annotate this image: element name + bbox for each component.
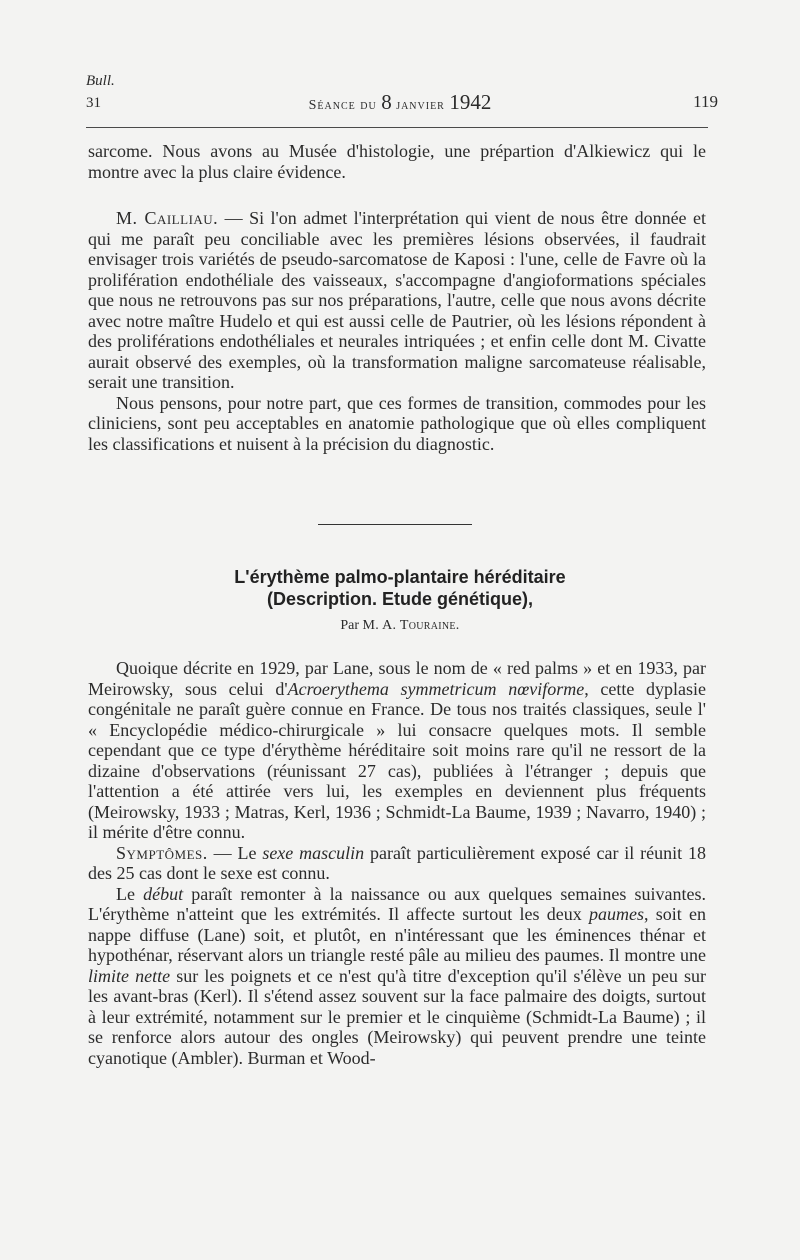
speaker-name: M. Cailliau.	[116, 208, 219, 228]
header-day: 8	[381, 90, 392, 114]
header-rule	[86, 127, 708, 128]
text-run: Quoique décrite en 1929, par Lane, sous le nom de « red palms » et en 1933, par Meirowsky, sous celui d'	[88, 658, 706, 699]
text-run: , cette dyplasie congénitale ne paraît guère connue en France. De tous nos traités classiques, seule l' « Encyclopédie médico-chirurgicale » lui consacre quelques mots. Il semble cependant que ce type d'érythème héréditaire soit moins rare qu'il ne ressort de la dizaine d'observations (réunissant 27 cas), publiées à l'étranger ; depuis que l'attention a été attirée vers lui, les exemples en deviennent plus fréquents (Meirowsky, 1933 ; Matras, Kerl, 1936 ; Schmidt-La Baume, 1939 ; Navarro, 1940) ; il mérite d'être connu.	[88, 678, 706, 842]
journal-abbrev: Bull.	[86, 73, 115, 89]
section-label: Symptômes.	[116, 842, 208, 863]
discussion-continuation	[88, 141, 706, 182]
paragraph	[88, 843, 706, 884]
italic-term: paumes	[589, 904, 644, 924]
article-subtitle-line: (Description. Etude génétique),	[266, 589, 534, 609]
article-title	[0, 566, 800, 610]
text-run: sur les poignets et ce n'est qu'à titre d'exception qu'il s'élève un peu sur les avant-bras (Kerl). Il s'étend assez souvent sur la face palmaire des doigts, surtout à leur extrémité, notamment sur le premier et le cinquième (Schmidt-La Baume) ; il se renforce alors autour des ongles (Meirowsky) qui peuvent prendre une teinte cyanotique (Ambler). Burman et Wood-	[88, 965, 706, 1068]
text-run: Le	[116, 883, 144, 904]
running-header	[0, 90, 800, 115]
paragraph-text: — Si l'on admet l'interprétation qui vient de nous être donnée et qui me paraît peu conciliable avec les premières lésions observées, il faudrait envisager trois variétés de pseudo-sarcomatose de Kaposi : l'une, celle de Favre où la prolifération endothéliale des vaisseaux, s'accompagne d'angioformations spéciales que nous ne retrouvons pas sur nos préparations, l'autre, celle que nous avons décrite avec notre maître Hudelo et qui est aussi celle de Pautrier, où les lésions répondent à des proliférations endothéliales et neurales intriquées ; et enfin celle dont M. Civatte aurait observé des exemples, où la transformation maligne sarcomateuse réalisable, serait une transition.	[88, 208, 706, 392]
paragraph	[88, 208, 706, 393]
italic-term: sexe masculin	[262, 842, 365, 863]
italic-term: limite nette	[88, 965, 171, 986]
header-year: 1942	[449, 90, 492, 114]
page-number: 119	[693, 92, 718, 111]
author-name: M. A. Touraine.	[362, 618, 460, 633]
section-separator	[318, 524, 472, 525]
header-prefix: Séance du	[308, 98, 377, 113]
paragraph	[88, 658, 706, 843]
article-body	[88, 658, 706, 1068]
paragraph: Nous pensons, pour notre part, que ces formes de transition, commodes pour les cliniciens, sont peu acceptables en anatomie pathologique que où elles compliquent les classifications et nuisent à la précision du diagnostic.	[88, 392, 706, 454]
paragraph: sarcome. Nous avons au Musée d'histologie, une prépartion d'Alkiewicz qui le montre avec la plus claire évidence.	[88, 141, 706, 182]
volume-number: 31	[86, 95, 101, 111]
paragraph	[88, 884, 706, 1069]
text-run: paraît particulièrement exposé car il réunit 18 des 25 cas dont le sexe est connu.	[88, 842, 707, 883]
text-run: — Le	[207, 842, 263, 863]
text-run: , soit en nappe diffuse (Lane) soit, et plutôt, en n'intéressant que les éminences thénar et hypothénar, réservant alors un triangle resté pâle au milieu des paumes. Il montre une	[88, 904, 706, 965]
article-title-line: L'érythème palmo-plantaire héréditaire	[234, 567, 566, 587]
italic-term: Acroerythema symmetricum nœviforme	[287, 678, 585, 699]
byline	[0, 618, 800, 634]
italic-term: début	[143, 883, 184, 904]
byline-prefix: Par	[340, 618, 360, 633]
text-run: paraît remonter à la naissance ou aux quelques semaines suivantes. L'érythème n'atteint que les extrémités. Il affecte surtout les deux	[88, 883, 706, 924]
header-month: janvier	[396, 98, 445, 113]
discussion-intervention	[88, 208, 706, 454]
